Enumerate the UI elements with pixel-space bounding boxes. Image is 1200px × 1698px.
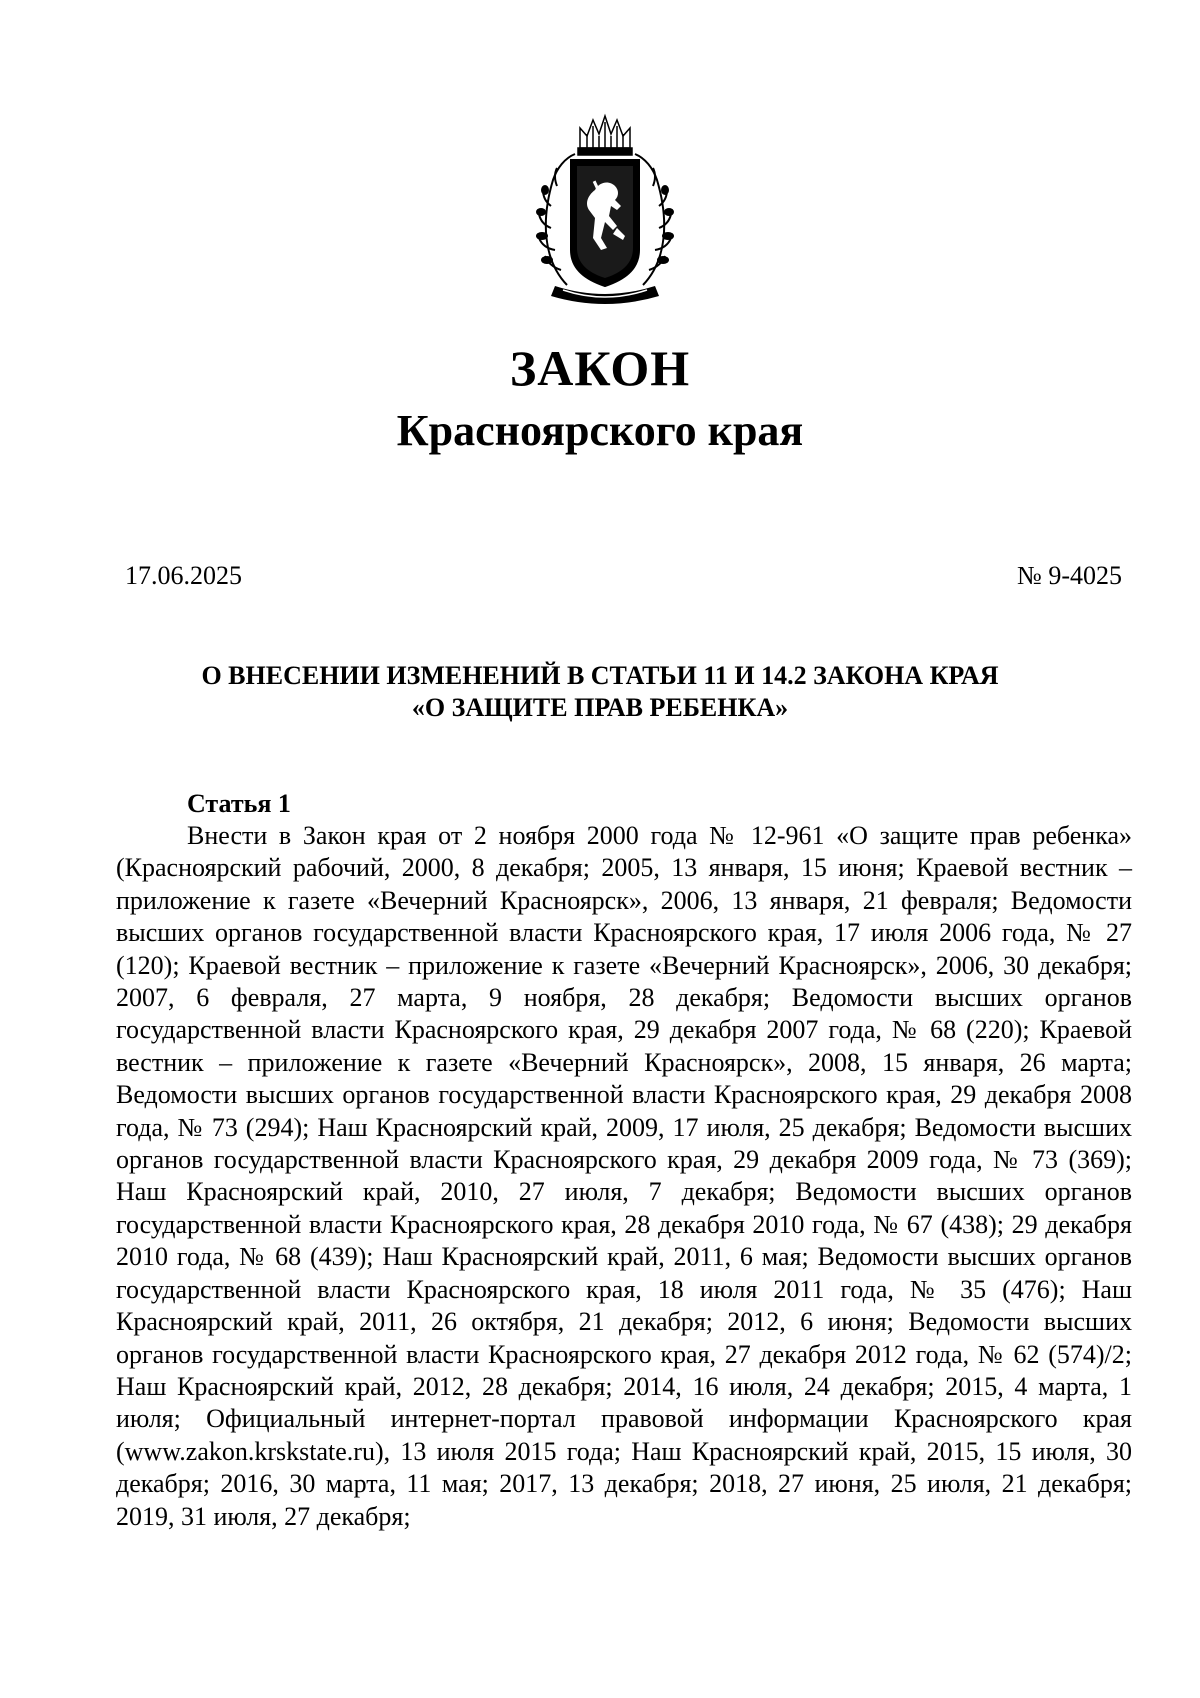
document-subtitle: Красноярского края — [396, 406, 804, 455]
document-date: 17.06.2025 — [125, 561, 242, 590]
article-title: Статья 1 — [187, 789, 291, 818]
article-body: Внести в Закон края от 2 ноября 2000 года № 12-961 «О защите прав ребенка» (Красноярский рабочий, 2000, 8 декабря; 2005, 13 января, 15 июня; Краевой вестник – приложение к газете «Вечерний Красноярск», 2006, 13 января, 21 февраля; Ведомости высших органов государственной власти Красноярского края, 17 июля 2006 года, № 27 (120); Краевой вестник – приложение к газете «Вечерний Красноярск», 2006, 30 декабря; 2007, 6 февраля, 27 марта, 9 ноября, 28 декабря; Ведомости высших органов государственной власти Красноярского края, 29 декабря 2007 года, № 68 (220); Краевой вестник – приложение к газете «Вечерний Красноярск», 2008, 15 января, 26 марта; Ведомости высших органов государственной власти Красноярского края, 29 декабря 2008 года, № 73 (294); Наш Красноярский край, 2009, 17 июля, 25 декабря; Ведомости высших органов государственной власти Красноярского края, 29 декабря 2009 года, № 73 (369); Наш Красноярский край, 2010, 27 июля, 7 декабря; Ведомости высших органов государственной власти Красноярского края, 28 декабря 2010 года, № 67 (438); 29 декабря 2010 года, № 68 (439); Наш Красноярский край, 2011, 6 мая; Ведомости высших органов государственной власти Красноярского края, 18 июля 2011 года, № 35 (476); Наш Красноярский край, 2011, 26 октября, 21 декабря; 2012, 6 июня; Ведомости высших органов государственной власти Красноярского края, 27 декабря 2012 года, № 62 (574)/2; Наш Красноярский край, 2012, 28 декабря; 2014, 16 июля, 24 декабря; 2015, 4 марта, 1 июля; Официальный интернет-портал правовой информации Красноярского края (www.zakon.krskstate.ru), 13 июля 2015 года; Наш Красноярский край, 2015, 15 июля, 30 декабря; 2016, 30 марта, 11 мая; 2017, 13 декабря; 2018, 27 июня, 25 июля, 21 декабря; 2019, 31 июля, 27 декабря; — [116, 821, 1132, 1531]
law-heading-line-1: О ВНЕСЕНИИ ИЗМЕНЕНИЙ В СТАТЬИ 11 И 14.2 ЗАКОНА КРАЯ — [201, 661, 999, 690]
document-title: ЗАКОН — [509, 340, 691, 396]
law-heading-line-2: «О ЗАЩИТЕ ПРАВ РЕБЕНКА» — [411, 693, 789, 722]
coat-of-arms-icon — [535, 110, 675, 310]
document-number: № 9-4025 — [1017, 561, 1122, 590]
law-heading — [60, 660, 1140, 724]
